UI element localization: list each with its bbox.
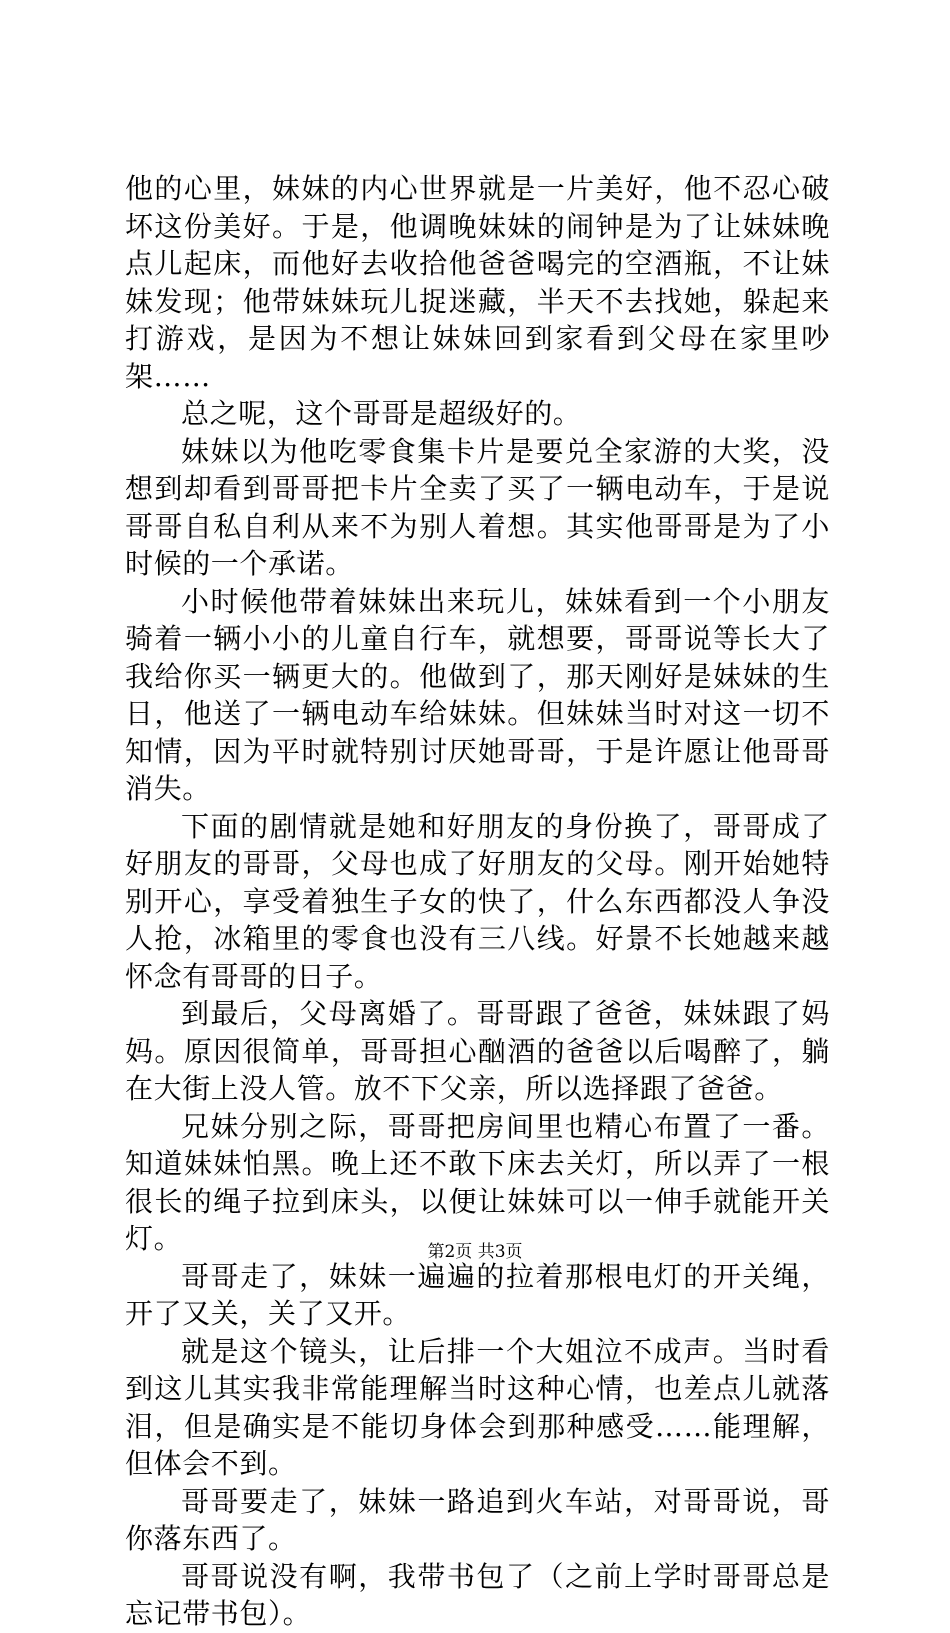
- paragraph: 小时候他带着妹妹出来玩儿，妹妹看到一个小朋友骑着一辆小小的儿童自行车，就想要，哥哥说等长大了我给你买一辆更大的。他做到了，那天刚好是妹妹的生日，他送了一辆电动车给妹妹。但妹妹当时对这一切不知情，因为平时就特别讨厌她哥哥，于是许愿让他哥哥消失。: [125, 584, 830, 805]
- paragraph-continuation: 他的心里，妹妹的内心世界就是一片美好，他不忍心破坏这份美好。于是，他调晚妹妹的闹钟是为了让妹妹晚点儿起床，而他好去收拾他爸爸喝完的空酒瓶，不让妹妹发现；他带妹妹玩儿捉迷藏，半天不去找她，躲起来打游戏，是因为不想让妹妹回到家看到父母在家里吵架……: [125, 172, 830, 393]
- paragraph: 下面的剧情就是她和好朋友的身份换了，哥哥成了好朋友的哥哥，父母也成了好朋友的父母。刚开始她特别开心，享受着独生子女的快了，什么东西都没人争没人抢，冰箱里的零食也没有三八线。好景不长她越来越怀念有哥哥的日子。: [125, 809, 830, 993]
- paragraph: 就是这个镜头，让后排一个大姐泣不成声。当时看到这儿其实我非常能理解当时这种心情，也差点儿就落泪，但是确实是不能切身体会到那种感受……能理解，但体会不到。: [125, 1334, 830, 1480]
- paragraph: 哥哥要走了，妹妹一路追到火车站，对哥哥说，哥你落东西了。: [125, 1484, 830, 1555]
- paragraph: 哥哥说没有啊，我带书包了（之前上学时哥哥总是忘记带书包）。: [125, 1559, 830, 1630]
- body-text: [125, 170, 830, 1633]
- paragraph: 兄妹分别之际，哥哥把房间里也精心布置了一番。知道妹妹怕黑。晚上还不敢下床去关灯，所以弄了一根很长的绳子拉到床头，以便让妹妹可以一伸手就能开关灯。: [125, 1109, 830, 1255]
- page-number-footer: 第2页 共3页: [427, 1242, 523, 1262]
- paragraph: 到最后，父母离婚了。哥哥跟了爸爸，妹妹跟了妈妈。原因很简单，哥哥担心酗酒的爸爸以后喝醉了，躺在大街上没人管。放不下父亲，所以选择跟了爸爸。: [125, 997, 830, 1105]
- paragraph: 妹妹以为他吃零食集卡片是要兑全家游的大奖，没想到却看到哥哥把卡片全卖了买了一辆电动车，于是说哥哥自私自利从来不为别人着想。其实他哥哥是为了小时候的一个承诺。: [125, 434, 830, 580]
- paragraph: 总之呢，这个哥哥是超级好的。: [181, 397, 582, 430]
- paragraph: 哥哥走了，妹妹一遍遍的拉着那根电灯的开关绳，开了又关，关了又开。: [125, 1259, 830, 1330]
